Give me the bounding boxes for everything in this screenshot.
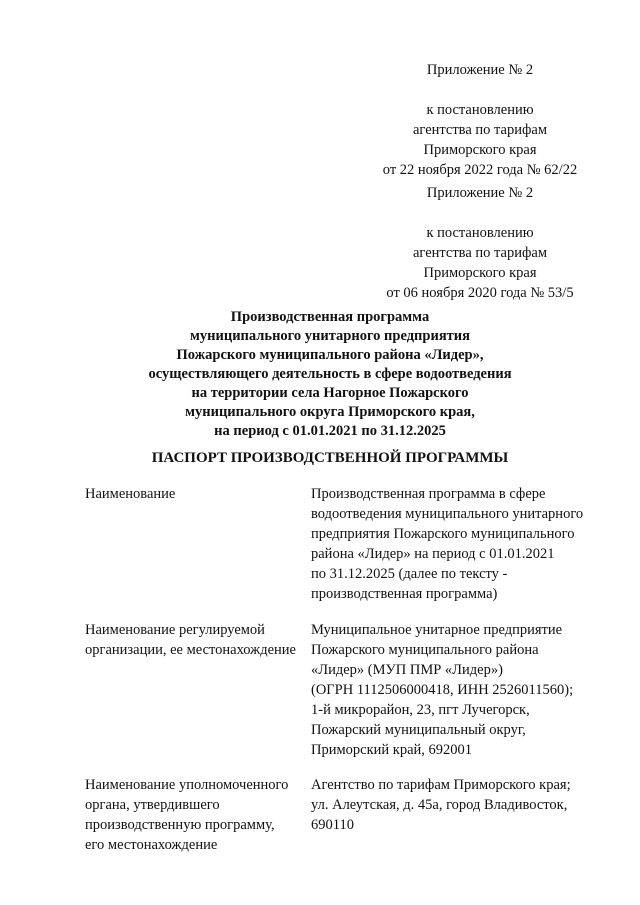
value-line: водоотведения муниципального унитарного	[311, 506, 584, 522]
value-line: Пожарского муниципального района	[311, 642, 539, 658]
value-line: Муниципальное унитарное предприятие	[311, 622, 563, 638]
passport-heading: ПАСПОРТ ПРОИЗВОДСТВЕННОЙ ПРОГРАММЫ	[151, 450, 509, 466]
value-line: по 31.12.2025 (далее по тексту -	[311, 566, 508, 582]
appendix-line: Приморского края	[423, 265, 537, 281]
label-line: органа, утвердившего	[85, 797, 220, 813]
appendix-line: к постановлению	[426, 225, 534, 241]
label-line: Наименование уполномоченного	[85, 777, 289, 793]
title-line: на территории села Нагорное Пожарского	[191, 385, 469, 401]
row-label	[85, 775, 310, 855]
appendix-line: Приморского края	[423, 142, 537, 158]
label-line: Наименование регулируемой	[85, 622, 265, 638]
title-line: на период с 01.01.2021 по 31.12.2025	[214, 423, 446, 439]
appendix-block-original	[360, 183, 600, 303]
value-line: района «Лидер» на период с 01.01.2021	[311, 546, 555, 562]
label-line: его местонахождение	[85, 837, 218, 853]
appendix-block-current	[360, 60, 600, 180]
row-value	[311, 484, 611, 604]
label-line: организации, ее местонахождение	[85, 642, 296, 658]
value-line: 1-й микрорайон, 23, пгт Лучегорск,	[311, 702, 530, 718]
value-line: производственная программа)	[311, 586, 498, 602]
title-line: Пожарского муниципального района «Лидер»,	[176, 347, 484, 363]
value-line: «Лидер» (МУП ПМР «Лидер»)	[311, 662, 503, 678]
appendix-line: агентства по тарифам	[413, 245, 547, 261]
value-line: 690110	[311, 817, 354, 833]
program-title	[60, 308, 600, 441]
appendix-line: от 22 ноября 2022 года № 62/22	[382, 162, 578, 178]
value-line: ул. Алеутская, д. 45а, город Владивосток,	[311, 797, 568, 813]
value-line: Пожарский муниципальный округ,	[311, 722, 526, 738]
appendix-line: агентства по тарифам	[413, 122, 547, 138]
title-line: муниципального округа Приморского края,	[185, 404, 475, 420]
title-line: осуществляющего деятельность в сфере водоотведения	[148, 366, 512, 382]
value-line: Производственная программа в сфере	[311, 486, 546, 502]
appendix-heading: Приложение № 2	[426, 62, 534, 78]
title-line: муниципального унитарного предприятия	[190, 328, 470, 344]
row-label	[85, 484, 310, 504]
row-label	[85, 620, 310, 660]
value-line: (ОГРН 1112506000418, ИНН 2526011560);	[311, 682, 574, 698]
appendix-line: от 06 ноября 2020 года № 53/5	[386, 285, 574, 301]
value-line: Приморский край, 692001	[311, 742, 473, 758]
appendix-line: к постановлению	[426, 102, 534, 118]
appendix-heading: Приложение № 2	[426, 185, 534, 201]
value-line: предприятия Пожарского муниципального	[311, 526, 575, 542]
row-value	[311, 620, 611, 760]
label-line: производственную программу,	[85, 817, 275, 833]
title-line: Производственная программа	[230, 309, 430, 325]
label-line: Наименование	[85, 486, 176, 502]
value-line: Агентство по тарифам Приморского края;	[311, 777, 571, 793]
row-value	[311, 775, 611, 835]
